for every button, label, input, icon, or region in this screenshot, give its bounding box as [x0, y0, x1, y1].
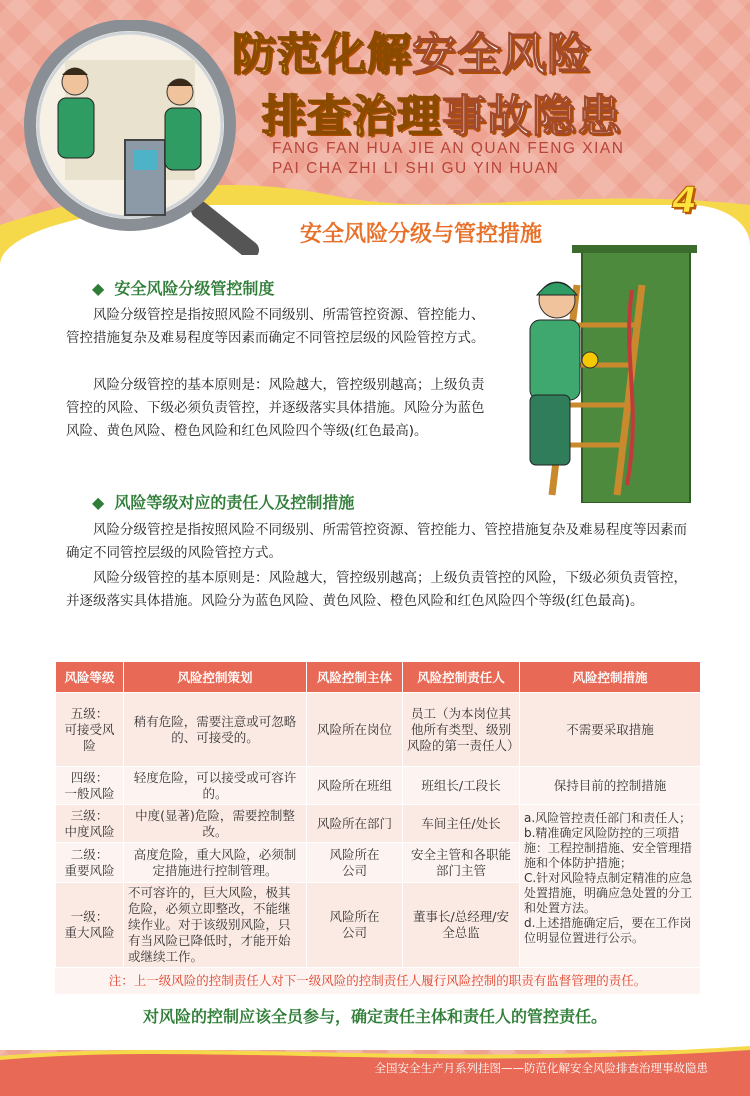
measure-item: a.风险管控责任部门和责任人；: [524, 811, 692, 825]
table-cell: 不可容许的，巨大风险，极其危险，必须立即整改，不能继续作业。对于该级别风险，只有当风险已降低时，才能开始或继续工作。: [124, 883, 307, 968]
title-line-2: 排查治理事故隐患: [262, 91, 622, 142]
table-cell-level: 二级： 重要风险: [56, 843, 124, 883]
section2-paragraph-1: 风险分级管控是指按照风险不同级别、所需管控资源、管控能力、管控措施复杂及难易程度等因素而确定不同管控层级的风险管控方式。: [66, 522, 687, 561]
pinyin-line-1: FANG FAN HUA JIE AN QUAN FENG XIAN: [272, 140, 625, 157]
table-cell-level: 五级： 可接受风险: [56, 693, 124, 767]
measure-item: b.精准确定风险防控的三项措施：工程控制措施、安全管理措施和个体防护措施；: [524, 826, 693, 870]
diamond-bullet-icon: ◆: [92, 493, 105, 512]
diamond-bullet-icon: ◆: [92, 279, 105, 298]
table-cell-level: 三级： 中度风险: [56, 805, 124, 843]
risk-level-table: [55, 661, 701, 968]
magnifier-inspectors-illustration: [20, 20, 260, 255]
section-title: 安全风险分级与管控措施: [300, 222, 543, 247]
table-cell: 董事长/总经理/安全总监: [403, 883, 520, 968]
measure-item: d.上述措施确定后，要在工作岗位明显位置进行公示。: [524, 916, 692, 945]
table-note: 注：上一级风险的控制责任人对下一级风险的控制责任人履行风险控制的职责有监督管理的责任。: [55, 968, 700, 994]
table-cell: 高度危险，重大风险，必须制定措施进行控制管理。: [124, 843, 307, 883]
table-row: [56, 693, 701, 767]
poster-number-badge: 4: [672, 180, 698, 221]
table-cell: 不需要采取措施: [520, 693, 701, 767]
table-cell: 稍有危险，需要注意或可忽略的、可接受的。: [124, 693, 307, 767]
section1-heading: ◆ 安全风险分级管控制度: [92, 279, 275, 298]
table-header-cell: 风险控制责任人: [403, 662, 520, 693]
table-cell: 风险所在 公司: [307, 843, 403, 883]
table-header-cell: 风险控制措施: [520, 662, 701, 693]
table-cell: 员工（为本岗位其他所有类型、级别风险的第一责任人）: [403, 693, 520, 767]
section1-paragraph-2: 风险分级管控的基本原则是：风险越大，管控级别越高；上级负责管控的风险、下级必须负责管控，并逐级落实具体措施。风险分为蓝色风险、黄色风险、橙色风险和红色风险四个等级(红色最高)。: [66, 377, 485, 439]
table-cell: 保持目前的控制措施: [520, 767, 701, 805]
worker-ladder-illustration: [512, 245, 697, 503]
table-cell: 风险所在岗位: [307, 693, 403, 767]
footer-text: 全国安全生产月系列挂图——防范化解安全风险排查治理事故隐患: [374, 1061, 708, 1075]
table-header-cell: 风险控制主体: [307, 662, 403, 693]
section1-paragraph-1: 风险分级管控是指按照风险不同级别、所需管控资源、管控能力、管控措施复杂及难易程度等因素而确定不同管控层级的风险管控方式。: [66, 307, 485, 346]
pinyin-line-2: PAI CHA ZHI LI SHI GU YIN HUAN: [272, 160, 560, 177]
table-header-cell: 风险等级: [56, 662, 124, 693]
table-row: [56, 805, 701, 843]
table-cell: 安全主管和各职能部门主管: [403, 843, 520, 883]
table-cell: 轻度危险，可以接受或可容许的。: [124, 767, 307, 805]
table-row: [56, 767, 701, 805]
title-line-1: 防范化解安全风险: [232, 29, 592, 80]
section2-heading: ◆ 风险等级对应的责任人及控制措施: [92, 493, 355, 512]
table-cell: 风险所在部门: [307, 805, 403, 843]
table-cell: 中度(显著)危险，需要控制整改。: [124, 805, 307, 843]
merged-measures-cell: [520, 805, 701, 968]
table-cell-level: 四级： 一般风险: [56, 767, 124, 805]
summary-statement: 对风险的控制应该全员参与，确定责任主体和责任人的管控责任。: [142, 1007, 607, 1026]
section2-paragraph-2: 风险分级管控的基本原则是：风险越大，管控级别越高；上级负责管控的风险，下级必须负责管控，并逐级落实具体措施。风险分为蓝色风险、黄色风险、橙色风险和红色风险四个等级(红色最高)。: [66, 570, 687, 609]
table-header-cell: 风险控制策划: [124, 662, 307, 693]
table-header-row: [56, 662, 701, 693]
table-cell: 风险所在班组: [307, 767, 403, 805]
measure-item: C.针对风险特点制定精准的应急处置措施，明确应急处置的分工和处置方法。: [524, 871, 693, 915]
table-cell: 车间主任/处长: [403, 805, 520, 843]
table-cell: 风险所在 公司: [307, 883, 403, 968]
table-cell-level: 一级： 重大风险: [56, 883, 124, 968]
table-cell: 班组长/工段长: [403, 767, 520, 805]
